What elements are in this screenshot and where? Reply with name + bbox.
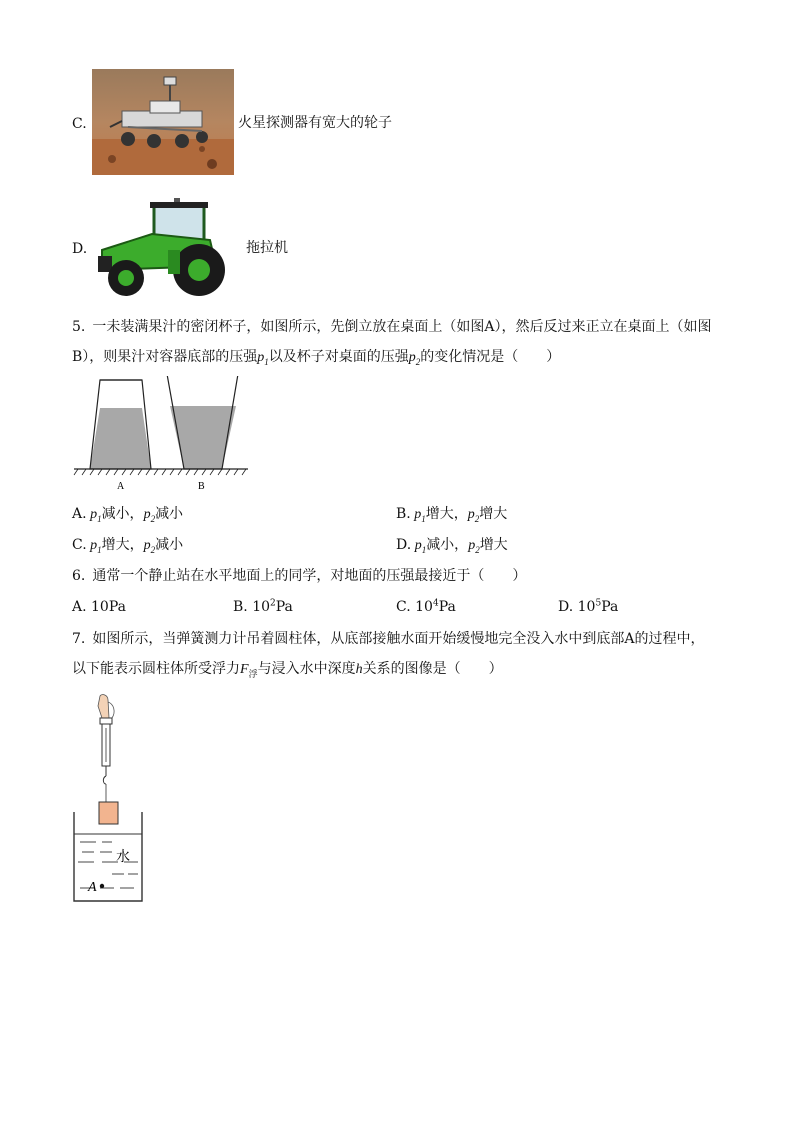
q5-option-d-letter: D. [396,537,412,553]
p2-symbol: $p_2$ [468,538,480,555]
p1-symbol: $p_1$ [411,538,427,555]
q5-option-a [72,504,183,525]
q5-text-line2-b: 以及杯子对桌面的压强 [268,349,409,365]
q7-text-line2-c: 关系的图像是（ ） [362,661,503,677]
tractor-photo [92,190,238,302]
q6-option-c [396,597,456,617]
q7-text-line2-a: 以下能表示圆柱体所受浮力 [72,661,240,677]
q5-text-line1: 一未装满果汁的密闭杯子，如图所示，先倒立放在桌面上（如图A），然后反过来正立在桌面上（如图 [92,319,712,335]
q6-option-d-base: 10 [577,599,596,615]
q7-line2 [72,659,503,680]
q5-option-d-p2: 增大 [479,537,508,553]
mars-rover-photo [92,69,234,175]
q5-number: 5. [72,319,86,335]
q5-option-c-p1: 增大， [101,537,144,553]
q6-text: 通常一个静止站在水平地面上的同学，对地面的压强最接近于（ ） [92,568,527,584]
q6-option-a-letter: A. [72,599,87,615]
q6-option-c-base: 10 [415,599,433,615]
q7-h-symbol: h [355,662,363,677]
q5-option-d-p1: 减小， [426,537,469,553]
q7-number: 7. [72,631,86,647]
q6-option-b-exp: 2 [270,598,276,609]
q6-option-c-unit: Pa [438,599,456,615]
q6-option-d-letter: D. [558,599,574,615]
p2-symbol: $p_2$ [467,507,480,524]
p1-symbol: $p_1$ [410,507,426,524]
q6-option-b-letter: B. [233,599,248,615]
q7-water-label: 水 [116,849,130,865]
q5-p2-symbol: $p_2$ [408,350,421,367]
q5-option-d [396,535,508,556]
q7-point-label: A [88,880,97,895]
p1-symbol: $p_1$ [86,538,102,555]
q5-option-b-letter: B. [396,506,411,522]
q6-option-a [72,597,126,617]
q6-option-a-value: 10Pa [91,599,126,615]
q5-fig-label-a: A [117,481,125,492]
q5-option-c-p2: 减小 [155,537,184,553]
q5-option-a-p2: 减小 [155,506,184,522]
q5-option-b-p2: 增大 [479,506,508,522]
q6-option-d [558,597,618,617]
p2-symbol: $p_2$ [143,507,156,524]
q7-line1 [72,629,704,649]
q6-option-b-base: 10 [252,599,271,615]
q5-p1-symbol: $p_1$ [257,350,269,367]
q5-option-b-p1: 增大， [425,506,468,522]
option-c-caption: 火星探测器有宽大的轮子 [238,115,392,131]
q5-option-a-p1: 减小， [101,506,144,522]
q6-option-d-unit: Pa [601,599,619,615]
q6-question [72,566,526,586]
q7-text-line1: 如图所示，当弹簧测力计吊着圆柱体，从底部接触水面开始缓慢地完全没入水中到底部A的过程中， [92,631,705,647]
q7-point-a-dot [100,884,104,888]
q6-option-c-letter: C. [396,599,411,615]
q5-text-line2-c: 的变化情况是（ ） [420,349,561,365]
option-d-letter: D. [72,241,88,257]
q7-f-subscript: 浮 [248,669,258,680]
q7-spring-scale-figure [72,694,146,906]
q5-cups-figure [72,376,252,494]
q5-option-a-letter: A. [72,506,87,522]
q6-option-d-exp: 5 [595,598,602,609]
q7-f-symbol: F [240,662,249,677]
option-d-caption: 拖拉机 [246,240,288,256]
q5-option-c-letter: C. [72,537,87,553]
q5-option-b [396,504,507,525]
p2-symbol: $p_2$ [143,538,156,555]
q6-number: 6. [72,568,86,584]
q5-line1 [72,317,711,337]
q5-fig-label-b: B [198,481,205,492]
q6-option-b-unit: Pa [275,599,293,615]
q5-option-c [72,535,183,556]
q6-option-b [233,597,293,617]
q5-text-line2-a: B），则果汁对容器底部的压强 [72,349,258,365]
q5-line2 [72,347,560,368]
q7-text-line2-b: 与浸入水中深度 [257,661,356,677]
p1-symbol: $p_1$ [86,507,102,524]
option-c-letter: C. [72,116,87,132]
q6-option-c-exp: 4 [432,598,439,609]
